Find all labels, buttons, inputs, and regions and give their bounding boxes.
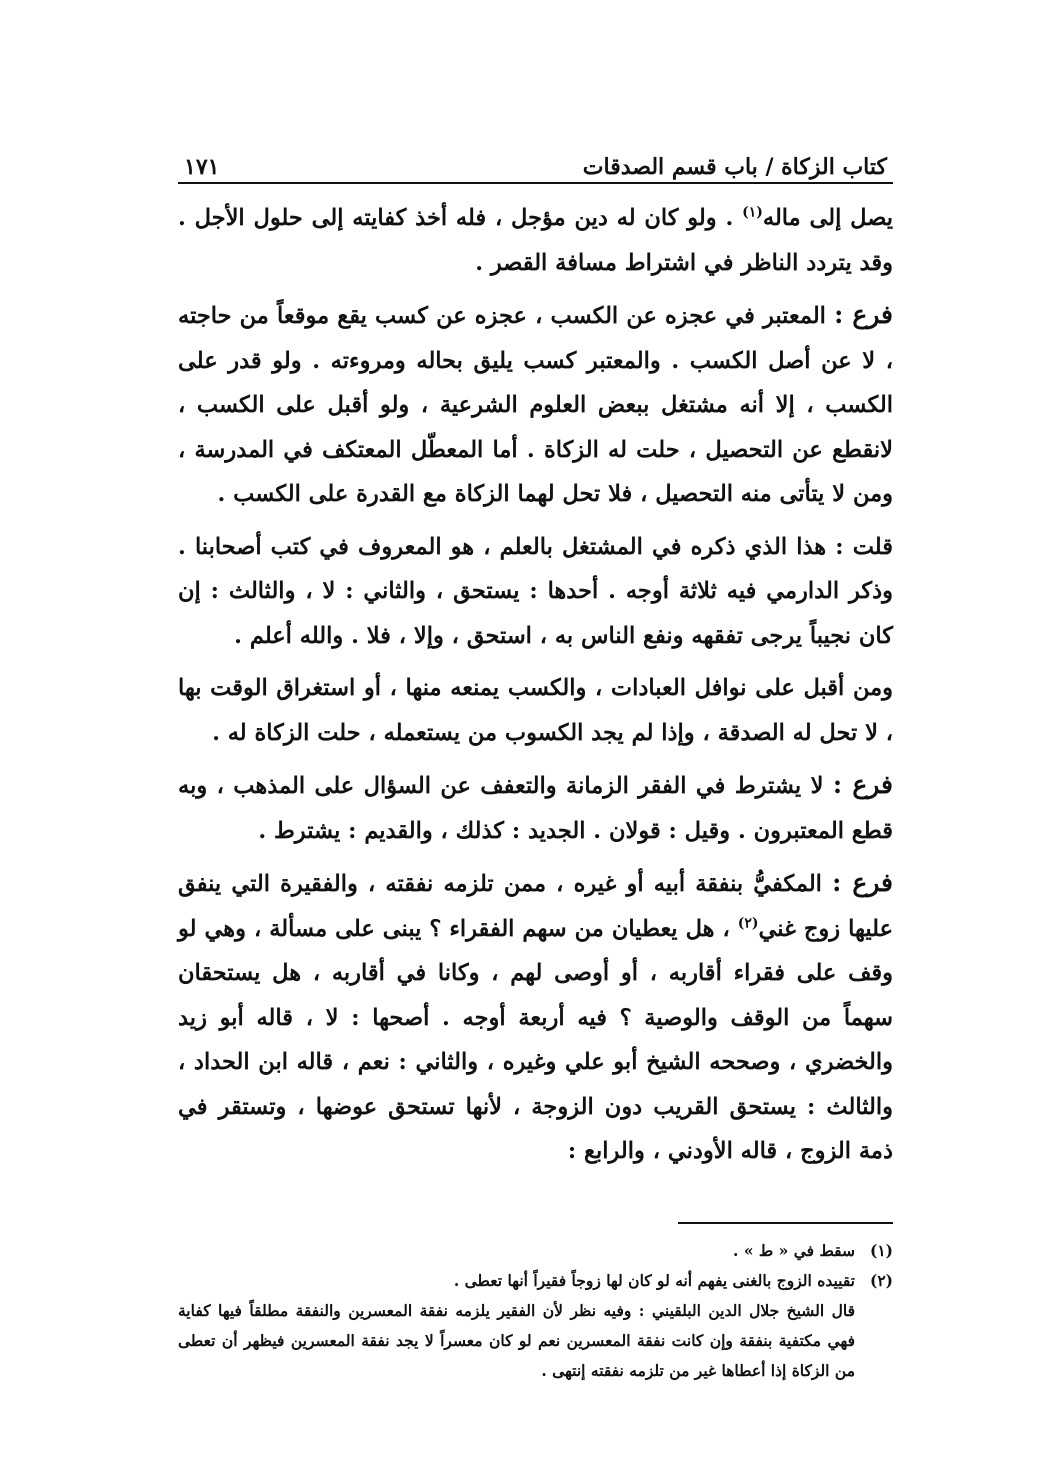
paragraph-text: المكفيُّ بنفقة أبيه أو غيره ، ممن تلزمه نفقته ، والفقيرة التي ينفق عليها زوج غني [178, 871, 893, 942]
footnote-1 [178, 1236, 893, 1266]
footnote-number: (٢) [869, 1270, 893, 1290]
section-lead: فرع : [832, 770, 893, 799]
book-page [178, 140, 893, 1386]
paragraph-1 [178, 196, 893, 285]
paragraph-4 [178, 666, 893, 755]
paragraph-text: يصل إلى ماله [762, 205, 893, 231]
footnote-text: تقييده الزوج بالغنى يفهم أنه لو كان لها زوجاً فقيراً أنها تعطى . [453, 1270, 855, 1290]
section-lead: فرع : [834, 300, 893, 329]
paragraph-text: هذا الذي ذكره في المشتغل بالعلم ، هو المعروف في كتب أصحابنا . وذكر الدارمي فيه ثلاثة أوجه . أحدها : يستحق ، والثاني : لا ، والثالث : إن كان نجيباً يرجى تفقهه ونفع الناس به ، استحق ، وإلا ، فلا . والله أعلم . [178, 533, 893, 649]
paragraph-text: . ولو كان له دين مؤجل ، فله أخذ كفايته إلى حلول الأجل . وقد يتردد الناظر في اشتراط مسافة القصر . [178, 205, 893, 276]
header-rule [178, 182, 893, 184]
paragraph-5 [178, 763, 893, 853]
running-header [178, 140, 893, 180]
footnote-text: سقط في « ط » . [733, 1240, 855, 1260]
footnotes [178, 1236, 893, 1386]
paragraph-text: لا يشترط في الفقر الزمانة والتعفف عن السؤال على المذهب ، وبه قطع المعتبرون . وقيل : قولان . الجديد : كذلك ، والقديم : يشترط . [178, 773, 893, 844]
paragraph-3 [178, 525, 893, 659]
footnote-ref-2: (٢) [737, 915, 759, 931]
footnote-number: (١) [869, 1240, 893, 1260]
page-number: ١٧١ [184, 154, 220, 180]
footnote-2-continuation: قال الشيخ جلال الدين البلقيني : وفيه نظر لأن الفقير يلزمه نفقة المعسرين والنفقة مطلقاً فيها كفاية فهي مكتفية بنفقة وإن كانت نفقة المعسرين نعم لو كان معسراً لا يجد نفقة المعسرين فيظهر أن تعطى من الزكاة إذا أعطاها غير من تلزمه نفقته إنتهى . [178, 1300, 855, 1380]
paragraph-text: المعتبر في عجزه عن الكسب ، عجزه عن كسب يقع موقعاً من حاجته ، لا عن أصل الكسب . والمعتبر كسب يليق بحاله ومروءته . ولو قدر على الكسب ، إلا أنه مشتغل ببعض العلوم الشرعية ، ولو أقبل على الكسب ، لانقطع عن التحصيل ، حلت له الزكاة . أما المعطّل المعتكف في المدرسة ، ومن لا يتأتى منه التحصيل ، فلا تحل لهما الزكاة مع القدرة على الكسب . [178, 303, 893, 507]
paragraph-2 [178, 293, 893, 517]
section-lead: قلت : [835, 533, 893, 560]
paragraph-text: ومن أقبل على نوافل العبادات ، والكسب يمنعه منها ، أو استغراق الوقت بها ، لا تحل له الصدقة ، وإذا لم يجد الكسوب من يستعمله ، حلت الزكاة له . [178, 675, 893, 746]
paragraph-6 [178, 861, 893, 1174]
footnote-2 [178, 1266, 893, 1296]
paragraph-text: ، هل يعطيان من سهم الفقراء ؟ يبنى على مسألة ، وهي لو وقف على فقراء أقاربه ، أو أوصى لهم ، وكانا في أقاربه ، هل يستحقان سهماً من الوقف والوصية ؟ فيه أربعة أوجه . أصحها : لا ، قاله أبو زيد والخضري ، وصححه الشيخ أبو علي وغيره ، والثاني : نعم ، قاله ابن الحداد ، والثالث : يستحق القريب دون الزوجة ، لأنها تستحق عوضها ، وتستقر في ذمة الزوج ، قاله الأودني ، والرابع : [178, 915, 893, 1164]
chapter-title: كتاب الزكاة / باب قسم الصدقات [582, 154, 887, 180]
footnote-rule [678, 1222, 893, 1224]
section-lead: فرع : [832, 868, 893, 897]
footnote-ref-1: (١) [742, 204, 763, 221]
